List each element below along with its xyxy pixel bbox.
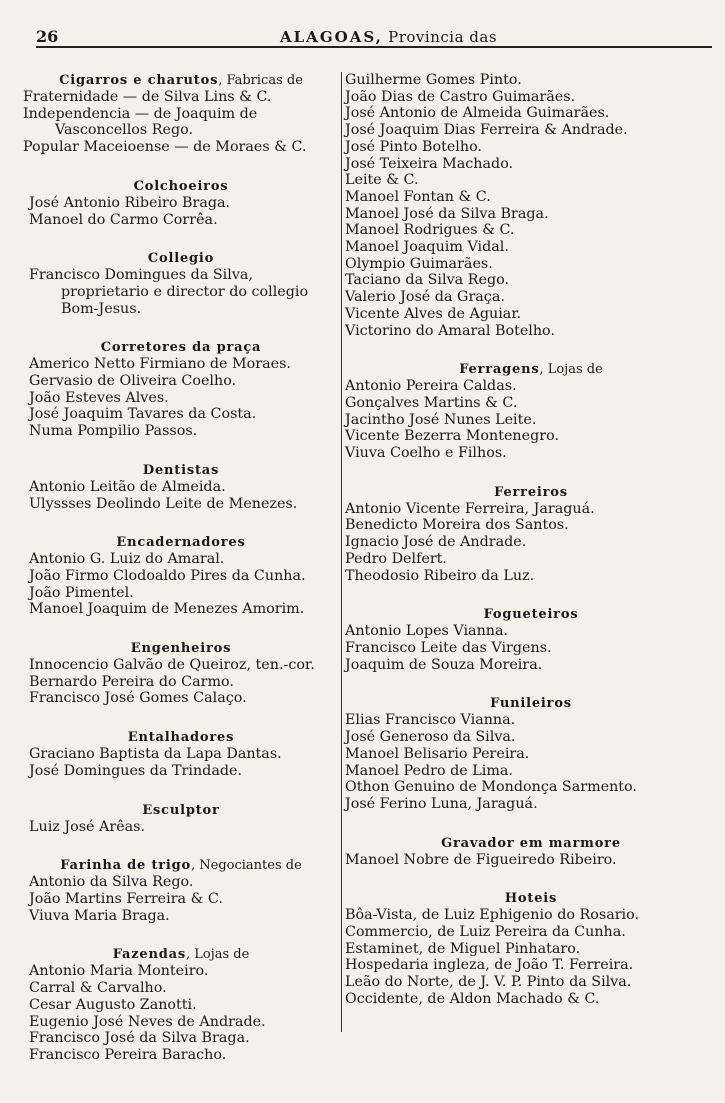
list-item: Manoel Rodrigues & C. [345,222,515,239]
list-item: Ulyssses Deolindo Leite de Menezes. [29,495,298,512]
column-divider [341,72,342,1032]
list-item: José Teixeira Machado. [345,155,514,172]
list-item: João Martins Ferreira & C. [29,890,223,907]
list-item: Independencia — de Joaquim de Vasconcellos Rego. [23,105,258,139]
list-item: João Dias de Castro Guimarães. [345,88,576,105]
section-hoteis [345,890,717,1007]
list-item: Eugenio José Neves de Andrade. [29,1013,266,1030]
section-title: Cigarros e charutos, Fabricas de [59,73,303,88]
list-item: José Generoso da Silva. [345,729,516,746]
list-item: Antonio Vicente Ferreira, Jaraguá. [345,500,595,517]
list-item: Cesar Augusto Zanotti. [29,996,197,1013]
list-item: Francisco José da Silva Braga. [29,1030,250,1047]
section-engenheiros [23,640,339,707]
list-item: Francisco Pereira Baracho. [29,1046,227,1063]
list-item: José Pinto Botelho. [345,138,482,155]
running-title-sub: Provincia das [388,28,498,46]
list-item: Hospedaria ingleza, de João T. Ferreira. [345,957,634,974]
section-farinha [23,857,339,924]
section-title: Hoteis [504,891,558,907]
list-item: Benedicto Moreira dos Santos. [345,517,569,534]
list-item: Valerio José da Graça. [345,289,505,306]
list-item: Innocencio Galvão de Queiroz, ten.-cor. [29,657,315,674]
section-ferreiros [345,484,717,585]
list-item: Antonio da Silva Rego. [29,874,194,891]
section-esculptor [23,802,339,836]
list-item: Viuva Maria Braga. [29,907,170,924]
running-title-main: ALAGOAS, [280,28,383,46]
header-rule [36,46,712,48]
section-continued-list [345,72,717,339]
list-item: Occidente, de Aldon Machado & C. [345,990,600,1007]
list-item: Joaquim de Souza Moreira. [345,656,543,673]
list-item: Gonçalves Martins & C. [345,394,518,411]
list-item: Numa Pompilio Passos. [29,423,198,440]
list-item: Viuva Coelho e Filhos. [345,445,507,462]
list-item: Manoel Joaquim Vidal. [345,239,509,256]
list-item: Antonio Pereira Caldas. [345,378,517,395]
list-item: Antonio Lopes Vianna. [345,623,509,640]
list-item: Fraternidade — de Silva Lins & C. [23,89,272,105]
section-title: Engenheiros [130,641,232,657]
section-title: Fazendas, Lojas de [112,947,250,963]
section-corretores [23,339,339,440]
list-item: Francisco Leite das Virgens. [345,639,552,656]
list-item: Vicente Bezerra Montenegro. [345,428,559,445]
section-title: Colchoeiros [133,178,229,194]
list-item: Guilherme Gomes Pinto. [345,72,522,88]
section-gravador [345,835,717,869]
list-item: Commercio, de Luiz Pereira da Cunha. [345,924,626,941]
list-item: Leão do Norte, de J. V. P. Pinto da Silva. [345,974,632,991]
section-title: Encadernadores [116,535,246,551]
list-item: Othon Genuino de Mondonça Sarmento. [345,779,637,796]
list-item: Luiz José Arêas. [29,818,146,835]
section-fogueteiros [345,606,717,673]
right-column [345,72,717,1030]
list-item: Victorino do Amaral Botelho. [345,322,555,339]
list-item: Jacintho José Nunes Leite. [345,411,537,428]
list-item: José Antonio Ribeiro Braga. [29,194,231,211]
list-item: Manoel do Carmo Corrêa. [29,211,218,228]
list-item: Francisco José Gomes Calaço. [29,690,247,707]
list-item: João Pimentel. [29,584,134,601]
list-item: Manoel Pedro de Lima. [345,762,513,779]
section-title: Esculptor [142,802,220,818]
list-item: Antonio Leitão de Almeida. [29,478,226,495]
list-item: José Ferino Luna, Jaraguá. [345,795,538,812]
list-item: João Esteves Alves. [29,389,169,406]
left-column [23,72,339,1086]
list-item: Bôa-Vista, de Luiz Ephigenio do Rosario. [345,907,640,924]
section-title: Collegio [147,251,215,267]
list-item: Olympio Guimarães. [345,255,493,272]
list-item: Francisco Domingues da Silva, proprietario e director do collegio Bom-Jesus. [29,267,309,317]
section-entalhadores [23,729,339,779]
section-title: Dentistas [142,462,220,478]
section-title: Fogueteiros [483,607,579,623]
section-title: Ferragens, Lojas de [459,362,603,378]
list-item: José Joaquim Tavares da Costa. [29,406,257,423]
list-item: Manoel Joaquim de Menezes Amorim. [29,601,305,618]
section-encadernadores [23,534,339,618]
list-item: Antonio Maria Monteiro. [29,963,209,980]
section-fazendas [23,946,339,1063]
list-item: Manoel José da Silva Braga. [345,205,549,222]
list-item: João Firmo Clodoaldo Pires da Cunha. [29,567,306,584]
list-item: Manoel Belisario Pereira. [345,745,530,762]
list-item: José Antonio de Almeida Guimarães. [345,105,610,122]
list-item: Antonio G. Luiz do Amaral. [29,551,225,568]
section-ferragens [345,361,717,462]
list-item: Carral & Carvalho. [29,980,167,997]
section-collegio [23,250,339,317]
page-header [36,26,712,48]
list-item: Bernardo Pereira do Carmo. [29,673,234,690]
section-title: Ferreiros [494,484,568,500]
section-title: Corretores da praça [100,340,262,356]
list-item: Pedro Delfert. [345,550,447,567]
section-dentistas [23,462,339,512]
list-item: José Domingues da Trindade. [29,762,242,779]
list-item: Ignacio José de Andrade. [345,534,527,551]
list-item: Estaminet, de Miguel Pinhataro. [345,940,581,957]
list-item: José Joaquim Dias Ferreira & Andrade. [345,122,628,139]
list-item: Manoel Fontan & C. [345,188,491,205]
section-colchoeiros [23,178,339,228]
section-title: Funileiros [490,696,572,712]
list-item: Gervasio de Oliveira Coelho. [29,373,237,390]
list-item: Manoel Nobre de Figueiredo Ribeiro. [345,851,617,868]
list-item: Graciano Baptista da Lapa Dantas. [29,746,282,763]
list-item: Vicente Alves de Aguiar. [345,305,522,322]
section-funileiros [345,695,717,812]
list-item: Taciano da Silva Rego. [345,272,509,289]
section-title: Farinha de trigo, Negociantes de [60,858,302,874]
section-title: Gravador em marmore [441,835,621,851]
running-title [280,26,497,48]
list-item: Americo Netto Firmiano de Moraes. [29,356,291,373]
section-cigarros [23,72,339,156]
list-item: Popular Maceioense — de Moraes & C. [23,139,307,156]
list-item: Leite & C. [345,172,419,189]
page-number: 26 [36,27,59,46]
list-item: Elias Francisco Vianna. [345,712,516,729]
section-title: Entalhadores [127,730,235,746]
list-item: Theodosio Ribeiro da Luz. [345,567,535,584]
